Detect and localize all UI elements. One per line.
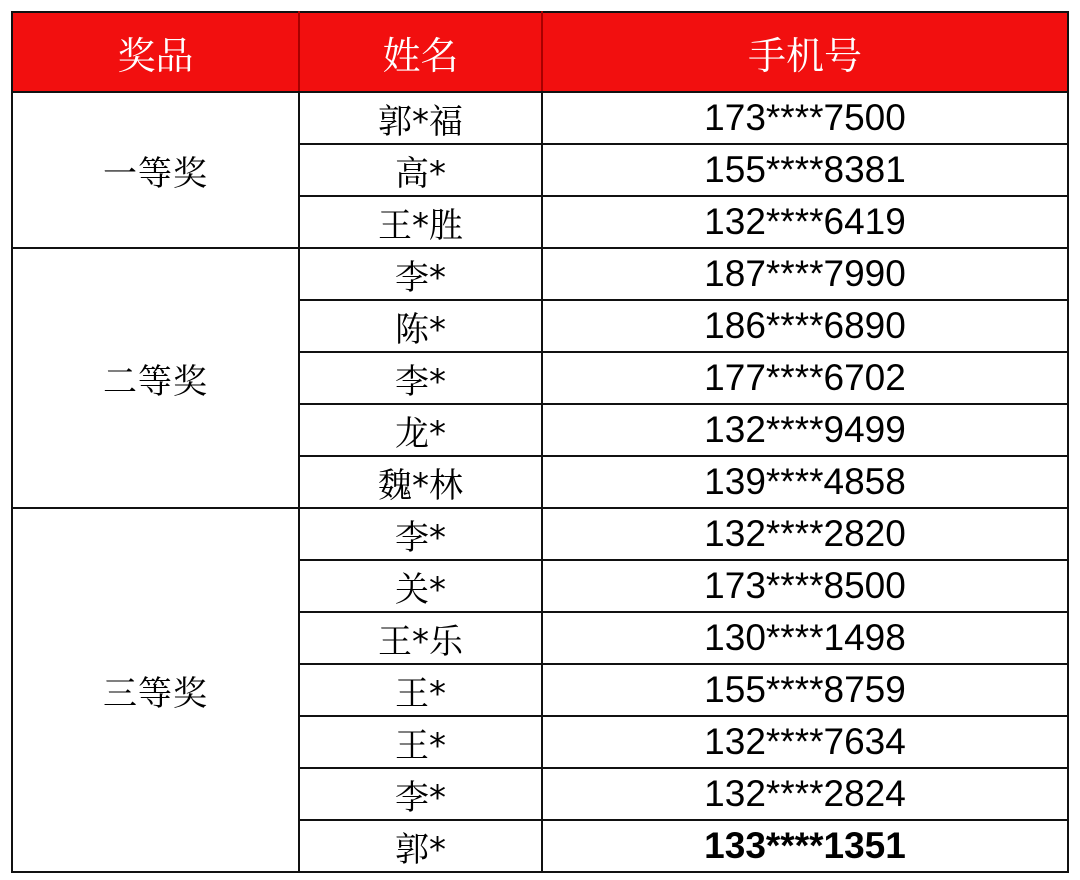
winner-phone: 133****1351 [542,820,1068,872]
header-row [12,12,1068,92]
header-phone: 手机号 [542,12,1068,92]
winner-name: 王*胜 [299,196,542,248]
winner-name: 王* [299,716,542,768]
winner-phone: 132****9499 [542,404,1068,456]
winner-name: 魏*林 [299,456,542,508]
winner-phone: 132****2824 [542,768,1068,820]
winner-phone: 155****8381 [542,144,1068,196]
table-row [12,508,1068,560]
header-name: 姓名 [299,12,542,92]
prize-cell-second: 二等奖 [12,248,299,508]
winner-phone: 173****7500 [542,92,1068,144]
prize-cell-third: 三等奖 [12,508,299,872]
winner-name: 郭*福 [299,92,542,144]
table-row [12,92,1068,144]
winner-phone: 139****4858 [542,456,1068,508]
winner-name: 李* [299,248,542,300]
winner-phone: 177****6702 [542,352,1068,404]
winner-phone: 130****1498 [542,612,1068,664]
winner-name: 王* [299,664,542,716]
winner-name: 李* [299,768,542,820]
winners-table [11,11,1069,873]
winner-phone: 186****6890 [542,300,1068,352]
header-prize: 奖品 [12,12,299,92]
winner-phone: 132****2820 [542,508,1068,560]
winner-name: 李* [299,352,542,404]
winner-name: 王*乐 [299,612,542,664]
winner-phone: 187****7990 [542,248,1068,300]
winner-name: 陈* [299,300,542,352]
winner-name: 高* [299,144,542,196]
prize-cell-first: 一等奖 [12,92,299,248]
winner-name: 郭* [299,820,542,872]
winner-phone: 173****8500 [542,560,1068,612]
winner-name: 李* [299,508,542,560]
winner-phone: 155****8759 [542,664,1068,716]
winner-phone: 132****7634 [542,716,1068,768]
table-row [12,248,1068,300]
winner-phone: 132****6419 [542,196,1068,248]
winner-name: 关* [299,560,542,612]
winner-name: 龙* [299,404,542,456]
